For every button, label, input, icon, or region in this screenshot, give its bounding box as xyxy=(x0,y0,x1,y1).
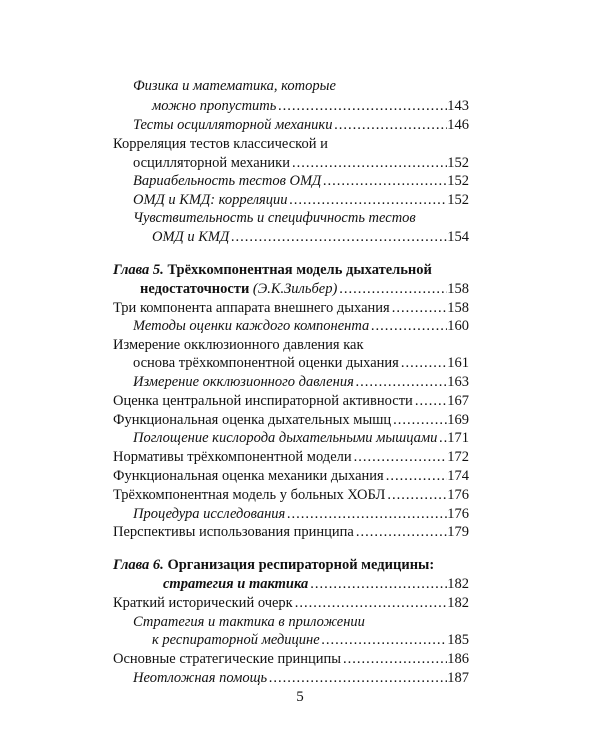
toc-entry-title: Нормативы трёхкомпонентной модели xyxy=(113,449,352,465)
leader-dots xyxy=(293,593,447,613)
toc-entry xyxy=(113,447,469,467)
toc-entry-page: 161 xyxy=(447,355,469,371)
toc-entry-title: Измерение окклюзионного давления как xyxy=(113,337,364,353)
toc-entry xyxy=(133,353,469,373)
leader-dots xyxy=(391,410,447,430)
toc-entry xyxy=(113,335,364,355)
toc-entry xyxy=(133,76,336,96)
chapter-label: Глава 5. xyxy=(113,262,164,278)
page-number: 5 xyxy=(296,689,304,705)
leader-dots xyxy=(390,298,447,318)
leader-dots xyxy=(332,115,447,135)
leader-dots xyxy=(341,649,447,669)
toc-entry-page: 158 xyxy=(447,300,469,316)
toc-entry-page: 152 xyxy=(447,192,469,208)
toc-entry-page: 158 xyxy=(447,281,469,297)
toc-entry-title: Неотложная помощь xyxy=(133,670,268,686)
leader-dots xyxy=(308,574,447,594)
toc-entry xyxy=(133,428,469,448)
toc-entry-page: 167 xyxy=(447,393,469,409)
toc-entry-page: 172 xyxy=(447,449,469,465)
chapter-title: Трёхкомпонентная модель дыхательной xyxy=(167,262,432,278)
toc-entry xyxy=(152,630,469,650)
leader-dots xyxy=(399,353,447,373)
chapter-title: Организация респираторной медицины: xyxy=(167,557,435,573)
toc-entry xyxy=(113,522,469,542)
toc-entry-title: Основные стратегические принципы xyxy=(113,651,342,667)
toc-entry xyxy=(113,410,469,430)
toc-entry xyxy=(163,574,469,594)
toc-entry-page: 171 xyxy=(447,430,469,446)
toc-entry xyxy=(133,612,365,632)
toc-entry xyxy=(113,649,469,669)
toc-entry-title: Чувствительность и специфичность тестов xyxy=(133,210,416,226)
chapter-author: (Э.К.Зильбер) xyxy=(252,281,338,297)
leader-dots xyxy=(352,447,447,467)
toc-entry-title: Перспективы использования принципа xyxy=(113,524,354,540)
toc-entry-title: основа трёхкомпонентной оценки дыхания xyxy=(133,355,399,371)
toc-entry xyxy=(133,372,469,392)
toc-entry xyxy=(152,227,469,247)
toc-entry-title: Вариабельность тестов ОМД xyxy=(133,173,322,189)
toc-entry-title: ОМД и КМД xyxy=(152,229,230,245)
toc-entry-title: Тесты осцилляторной механики xyxy=(133,117,333,133)
toc-entry xyxy=(113,593,469,613)
toc-entry-page: 182 xyxy=(447,595,469,611)
toc-entry xyxy=(133,668,469,688)
leader-dots xyxy=(276,96,447,116)
toc-entry xyxy=(133,316,469,336)
toc-entry-page: 186 xyxy=(447,651,469,667)
toc-entry-page: 185 xyxy=(447,632,469,648)
leader-dots xyxy=(354,372,447,392)
toc-entry-title: Оценка центральной инспираторной активности xyxy=(113,393,413,409)
toc-entry-page: 176 xyxy=(447,506,469,522)
toc-entry-title: Методы оценки каждого компонента xyxy=(133,318,370,334)
toc-entry xyxy=(113,485,469,505)
toc-entry-title: Краткий исторический очерк xyxy=(113,595,293,611)
chapter-heading xyxy=(113,260,432,280)
leader-dots xyxy=(290,153,447,173)
toc-entry xyxy=(133,190,469,210)
chapter-label: Глава 6. xyxy=(113,557,164,573)
chapter-title: недостаточности xyxy=(140,281,250,297)
toc-entry-page: 154 xyxy=(447,229,469,245)
leader-dots xyxy=(320,630,447,650)
toc-entry xyxy=(113,134,328,154)
leader-dots xyxy=(321,171,447,191)
toc-entry-page: 152 xyxy=(447,155,469,171)
chapter-title: стратегия и тактика xyxy=(163,576,309,592)
toc-entry-page: 176 xyxy=(447,487,469,503)
toc-entry-title: Измерение окклюзионного давления xyxy=(133,374,354,390)
toc-entry xyxy=(133,208,416,228)
leader-dots xyxy=(369,316,447,336)
toc-entry xyxy=(152,96,469,116)
toc-entry-title: Поглощение кислорода дыхательными мышцами xyxy=(133,430,438,446)
leader-dots xyxy=(437,428,447,448)
toc-entry-title: ОМД и КМД: корреляции xyxy=(133,192,288,208)
toc-entry-title: Процедура исследования xyxy=(133,506,286,522)
leader-dots xyxy=(384,466,447,486)
leader-dots xyxy=(229,227,447,247)
toc-entry-title: осцилляторной механики xyxy=(133,155,290,171)
leader-dots xyxy=(413,391,447,411)
toc-entry-page: 152 xyxy=(447,173,469,189)
toc-entry-page: 174 xyxy=(447,468,469,484)
toc-entry-title: Функциональная оценка механики дыхания xyxy=(113,468,384,484)
toc-entry-page: 160 xyxy=(447,318,469,334)
toc-entry-page: 179 xyxy=(447,524,469,540)
chapter-heading xyxy=(113,555,434,575)
toc-entry-title: Стратегия и тактика в приложении xyxy=(133,614,365,630)
toc-entry-page: 169 xyxy=(447,412,469,428)
toc-entry-title: Функциональная оценка дыхательных мышц xyxy=(113,412,392,428)
toc-entry xyxy=(133,504,469,524)
toc-entry xyxy=(140,279,469,299)
toc-entry xyxy=(133,171,469,191)
toc-entry-title: Физика и математика, которые xyxy=(133,78,336,94)
leader-dots xyxy=(267,668,447,688)
leader-dots xyxy=(354,522,447,542)
toc-entry-page: 146 xyxy=(447,117,469,133)
toc-entry-page: 143 xyxy=(447,98,469,114)
leader-dots xyxy=(288,190,447,210)
leader-dots xyxy=(385,485,447,505)
toc-entry-title: Корреляция тестов классической и xyxy=(113,136,328,152)
toc-entry-title: Три компонента аппарата внешнего дыхания xyxy=(113,300,390,316)
toc-entry-title: можно пропустить xyxy=(152,98,277,114)
leader-dots xyxy=(285,504,447,524)
toc-entry xyxy=(113,298,469,318)
toc-entry-page: 163 xyxy=(447,374,469,390)
toc-entry-title: Трёхкомпонентная модель у больных ХОБЛ xyxy=(113,487,386,503)
toc-entry xyxy=(113,466,469,486)
toc-entry-page: 187 xyxy=(447,670,469,686)
toc-entry xyxy=(113,391,469,411)
toc-entry-title: к респираторной медицине xyxy=(152,632,320,648)
leader-dots xyxy=(337,279,447,299)
toc-entry-page: 182 xyxy=(447,576,469,592)
toc-entry xyxy=(133,153,469,173)
toc-entry xyxy=(133,115,469,135)
